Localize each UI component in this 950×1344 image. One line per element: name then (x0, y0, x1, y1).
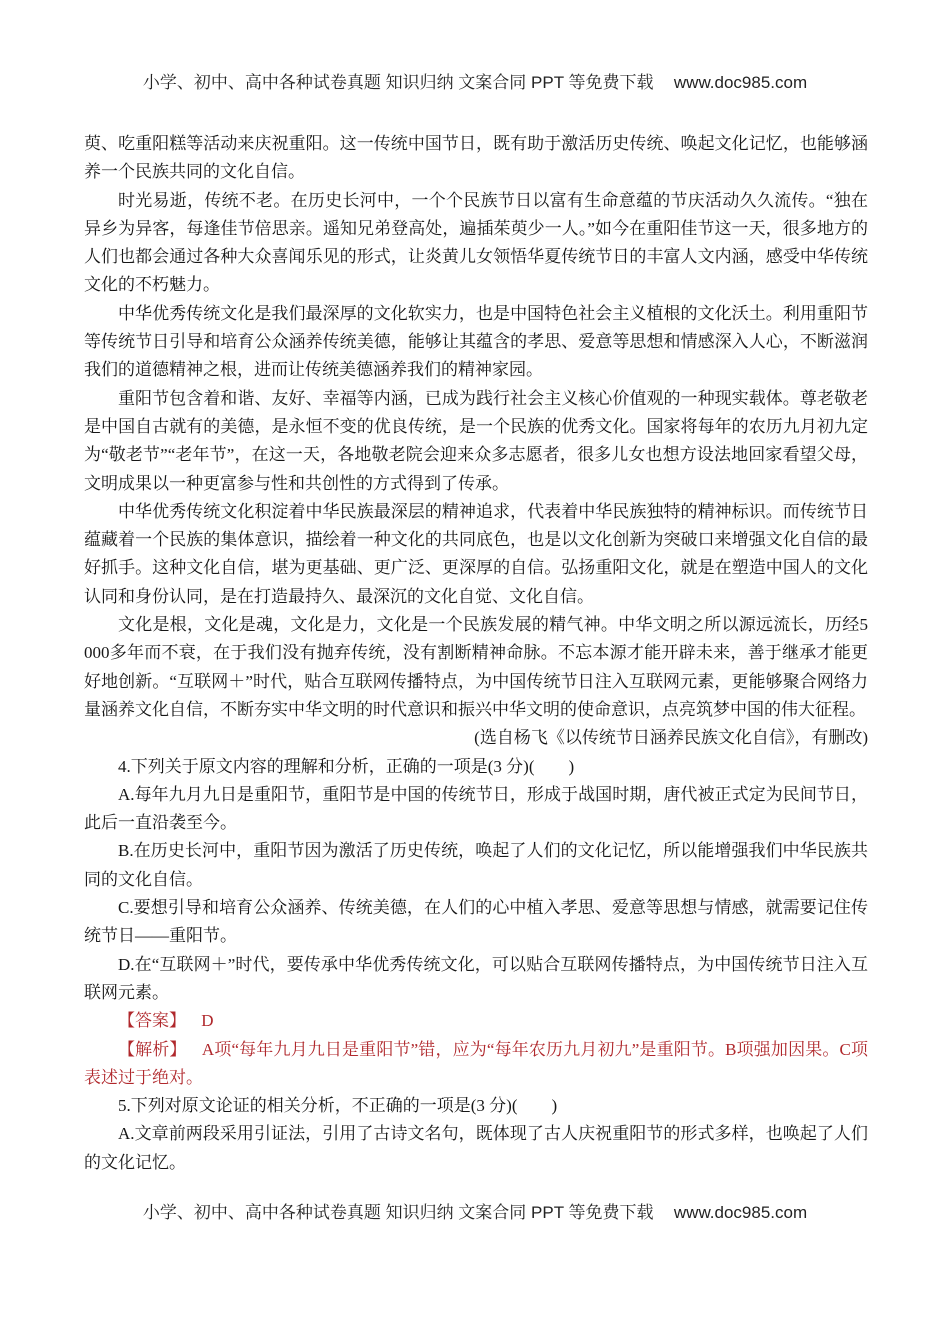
analysis-label: 【解析】 (118, 1039, 187, 1059)
question-4-option-d: D.在“互联网＋”时代，要传承中华优秀传统文化，可以贴合互联网传播特点，为中国传统节日注入互联网元素。 (84, 954, 868, 1002)
passage-paragraph: 重阳节包含着和谐、友好、幸福等内涵，已成为践行社会主义核心价值观的一种现实载体。尊老敬老是中国自古就有的美德，是永恒不变的优良传统，是一个民族的优秀文化。国家将每年的农历九月初九定为“敬老节”“老年节”，在这一天，各地敬老院会迎来众多志愿者，很多儿女也想方设法地回家看望父母，文明成果以一种更富参与性和共创性的方式得到了传承。 (84, 388, 868, 493)
question-4-stem: 4.下列关于原文内容的理解和分析，正确的一项是(3 分)( ) (118, 756, 575, 776)
passage-attribution: (选自杨飞《以传统节日涵养民族文化自信》，有删改) (474, 728, 868, 748)
header-promo-text: 小学、初中、高中各种试卷真题 知识归纳 文案合同 PPT 等免费下载 (142, 73, 654, 92)
passage-paragraph: 时光易逝，传统不老。在历史长河中，一个个民族节日以富有生命意蕴的节庆活动久久流传。“独在异乡为异客，每逢佳节倍思亲。遥知兄弟登高处，遍插茱萸少一人。”如今在重阳佳节这一天，很多地方的人们也都会通过各种大众喜闻乐见的形式，让炎黄儿女领悟华夏传统节日的丰富人文内涵，感受中华传统文化的不朽魅力。 (84, 190, 868, 295)
passage-and-questions (84, 130, 868, 1177)
answer-label: 【答案】 (118, 1011, 186, 1031)
passage-paragraph: 文化是根，文化是魂，文化是力，文化是一个民族发展的精气神。中华文明之所以源远流长，历经5 000多年而不衰，在于我们没有抛弃传统，没有割断精神命脉。不忘本源才能开辟未来，善于继承才能更好地创新。“互联网＋”时代，贴合互联网传播特点，为中国传统节日注入互联网元素，更能够聚合网络力量涵养文化自信，不断夯实中华文明的时代意识和振兴中华文明的使命意识，点亮筑梦中国的伟大征程。 (84, 615, 868, 719)
answer-line (84, 1007, 868, 1035)
footer-url: www.doc985.com (673, 1203, 808, 1222)
question-5-stem: 5.下列对原文论证的相关分析，不正确的一项是(3 分)( ) (118, 1096, 558, 1116)
question-5-option-a: A.文章前两段采用引证法，引用了古诗文名句，既体现了古人庆祝重阳节的形式多样，也唤起了人们的文化记忆。 (84, 1124, 868, 1172)
analysis-line (84, 1036, 868, 1093)
question-4-option-a: A.每年九月九日是重阳节，重阳节是中国的传统节日，形成于战国时期，唐代被正式定为民间节日，此后一直沿袭至今。 (84, 784, 868, 833)
passage-paragraph: 萸、吃重阳糕等活动来庆祝重阳。这一传统中国节日，既有助于激活历史传统、唤起文化记忆，也能够涵养一个民族共同的文化自信。 (84, 134, 868, 182)
passage-paragraph: 中华优秀传统文化是我们最深厚的文化软实力，也是中国特色社会主义植根的文化沃土。利用重阳节等传统节日引导和培育公众涵养传统美德，能够让其蕴含的孝思、爱意等思想和情感深入人心，不断滋润我们的道德精神之根，进而让传统美德涵养我们的精神家园。 (84, 303, 868, 380)
question-4-option-b: B.在历史长河中，重阳节因为激活了历史传统，唤起了人们的文化记忆，所以能增强我们中华民族共同的文化自信。 (84, 841, 868, 889)
footer-promo-text: 小学、初中、高中各种试卷真题 知识归纳 文案合同 PPT 等免费下载 (142, 1203, 654, 1222)
analysis-text: A项“每年九月九日是重阳节”错，应为“每年农历九月初九”是重阳节。B项强加因果。C项表述过于绝对。 (84, 1039, 869, 1087)
page-footer (0, 1198, 950, 1223)
passage-paragraph: 中华优秀传统文化积淀着中华民族最深层的精神追求，代表着中华民族独特的精神标识。而传统节日蕴藏着一个民族的集体意识，描绘着一种文化的共同底色，也是以文化创新为突破口来增强文化自信的最好抓手。这种文化自信，堪为更基础、更广泛、更深厚的自信。弘扬重阳文化，就是在塑造中国人的文化认同和身份认同，是在打造最持久、最深沉的文化自觉、文化自信。 (84, 501, 868, 606)
question-4-option-c: C.要想引导和培育公众涵养、传统美德，在人们的心中植入孝思、爱意等思想与情感，就需要记住传统节日——重阳节。 (84, 898, 868, 946)
answer-value: D (201, 1011, 214, 1031)
header-url: www.doc985.com (673, 73, 808, 92)
page-header (0, 68, 950, 93)
